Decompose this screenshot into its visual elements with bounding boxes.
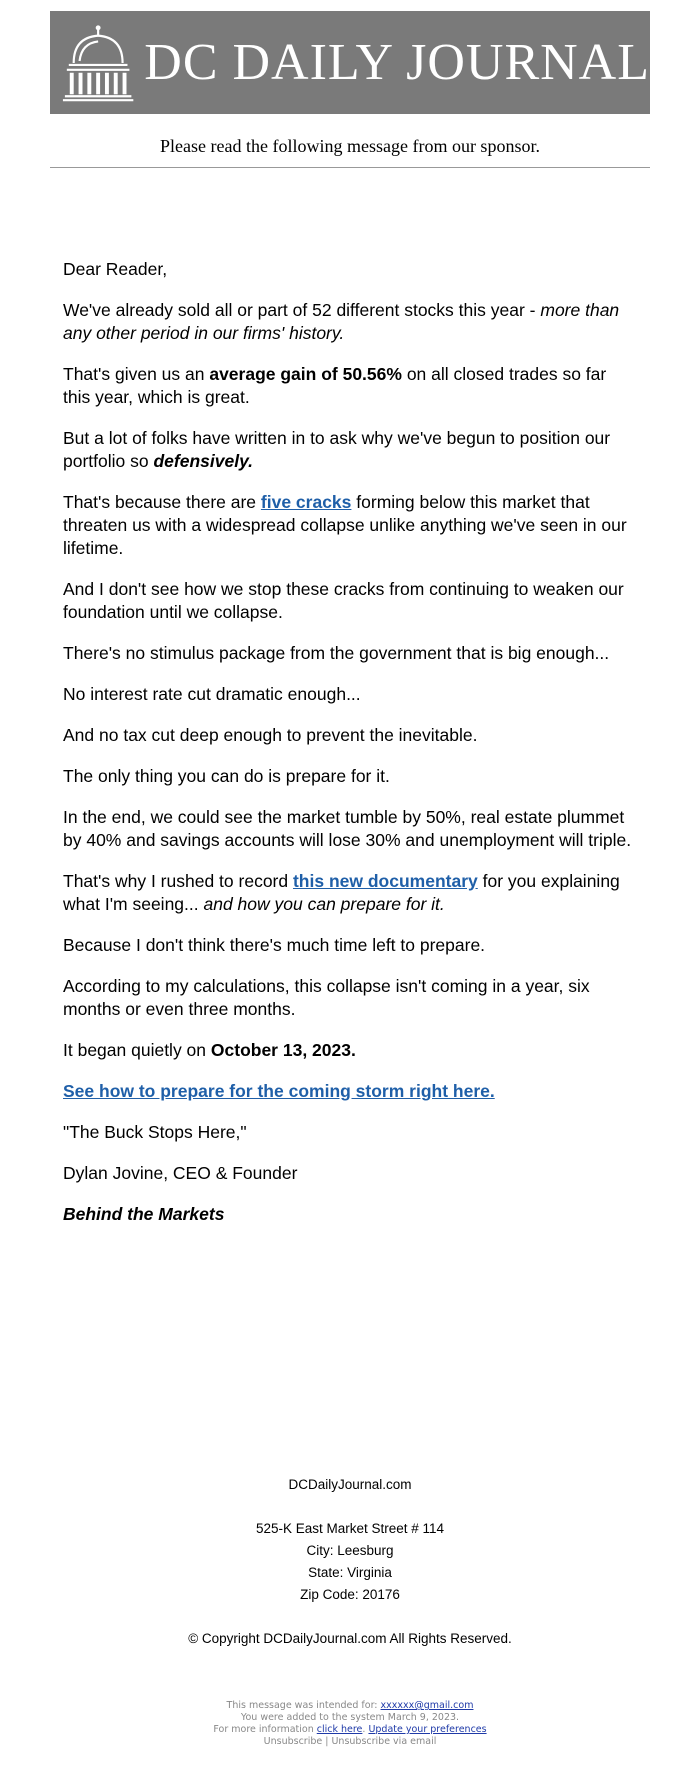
text: for you explaining what I'm seeing... bbox=[63, 871, 620, 914]
paragraph: And I don't see how we stop these cracks from continuing to weaken our foundation until we collapse. bbox=[63, 579, 624, 622]
capitol-dome-icon bbox=[60, 23, 136, 103]
footer-site: DCDailyJournal.com bbox=[288, 1477, 412, 1492]
paragraph: In the end, we could see the market tumble by 50%, real estate plummet by 40% and savings accounts will lose 30% and unemployment will triple. bbox=[63, 807, 632, 850]
fine-print bbox=[50, 1700, 650, 1748]
paragraph: There's no stimulus package from the government that is big enough... bbox=[63, 643, 610, 663]
text: forming below this market that threaten us with a widespread collapse unlike anything we've seen in our lifetime. bbox=[63, 492, 627, 558]
paragraph: And no tax cut deep enough to prevent the inevitable. bbox=[63, 725, 478, 745]
unsubscribe-email-link[interactable]: Unsubscribe via email bbox=[331, 1736, 437, 1747]
footer-city: City: Leesburg bbox=[306, 1543, 394, 1558]
unsubscribe-link[interactable]: Unsubscribe bbox=[263, 1736, 323, 1747]
footer-address: 525-K East Market Street # 114 bbox=[255, 1521, 445, 1536]
email-container bbox=[50, 11, 650, 1747]
spacer bbox=[50, 1606, 650, 1628]
paragraph bbox=[63, 363, 638, 409]
five-cracks-link[interactable]: five cracks bbox=[260, 492, 352, 512]
footer bbox=[50, 1474, 650, 1650]
more-info-line bbox=[50, 1724, 650, 1736]
text: But a lot of folks have written in to ask why we've begun to position our portfolio so bbox=[63, 428, 611, 471]
text-italic: more than any other period in our firms' history. bbox=[63, 300, 620, 343]
text: It began quietly on bbox=[63, 1040, 211, 1060]
paragraph: Because I don't think there's much time left to prepare. bbox=[63, 935, 486, 955]
letter-body bbox=[50, 258, 650, 1226]
text: We've already sold all or part of 52 different stocks this year - bbox=[63, 300, 541, 320]
paragraph: No interest rate cut dramatic enough... bbox=[63, 684, 361, 704]
unsubscribe-line bbox=[50, 1736, 650, 1748]
intended-for-line bbox=[50, 1700, 650, 1712]
paragraph bbox=[63, 299, 638, 345]
paragraph bbox=[63, 1080, 638, 1103]
footer-state: State: Virginia bbox=[308, 1565, 392, 1580]
paragraph bbox=[63, 427, 638, 473]
text-bold: October 13, 2023. bbox=[210, 1040, 356, 1060]
text: This message was intended for: bbox=[226, 1700, 381, 1711]
text: For more information bbox=[213, 1724, 317, 1735]
paragraph bbox=[63, 1039, 638, 1062]
footer-copyright: © Copyright DCDailyJournal.com All Rights Reserved. bbox=[188, 1631, 512, 1646]
text-italic: and how you can prepare for it. bbox=[203, 894, 445, 914]
sponsor-note: Please read the following message from our sponsor. bbox=[160, 136, 540, 156]
text: That's given us an bbox=[63, 364, 210, 384]
update-preferences-link[interactable]: Update your preferences bbox=[368, 1724, 487, 1735]
greeting: Dear Reader, bbox=[63, 259, 168, 279]
masthead bbox=[50, 11, 650, 114]
documentary-link[interactable]: this new documentary bbox=[292, 871, 478, 891]
text: | bbox=[322, 1736, 332, 1747]
paragraph: The only thing you can do is prepare for it. bbox=[63, 766, 390, 786]
quote: "The Buck Stops Here," bbox=[63, 1122, 247, 1142]
text: . bbox=[362, 1724, 369, 1735]
text-bold: average gain of 50.56% bbox=[209, 364, 402, 384]
footer-zip: Zip Code: 20176 bbox=[300, 1587, 400, 1602]
divider bbox=[50, 167, 650, 168]
text: on all closed trades so far this year, which is great. bbox=[63, 364, 607, 407]
masthead-title: DC DAILY JOURNAL bbox=[144, 34, 650, 91]
paragraph bbox=[63, 870, 638, 916]
signature: Dylan Jovine, CEO & Founder bbox=[63, 1163, 298, 1183]
text: That's why I rushed to record bbox=[63, 871, 293, 891]
click-here-link[interactable]: click here bbox=[316, 1724, 363, 1735]
text-bold-italic: defensively. bbox=[153, 451, 254, 471]
paragraph: According to my calculations, this collapse isn't coming in a year, six months or even three months. bbox=[63, 976, 590, 1019]
spacer bbox=[50, 1496, 650, 1518]
recipient-email-link[interactable]: xxxxxx@gmail.com bbox=[380, 1700, 474, 1711]
cta-link[interactable]: See how to prepare for the coming storm right here. bbox=[63, 1081, 495, 1101]
paragraph bbox=[63, 491, 638, 560]
text: That's because there are bbox=[63, 492, 261, 512]
added-line: You were added to the system March 9, 2023. bbox=[240, 1712, 460, 1723]
organization-name: Behind the Markets bbox=[63, 1204, 225, 1224]
